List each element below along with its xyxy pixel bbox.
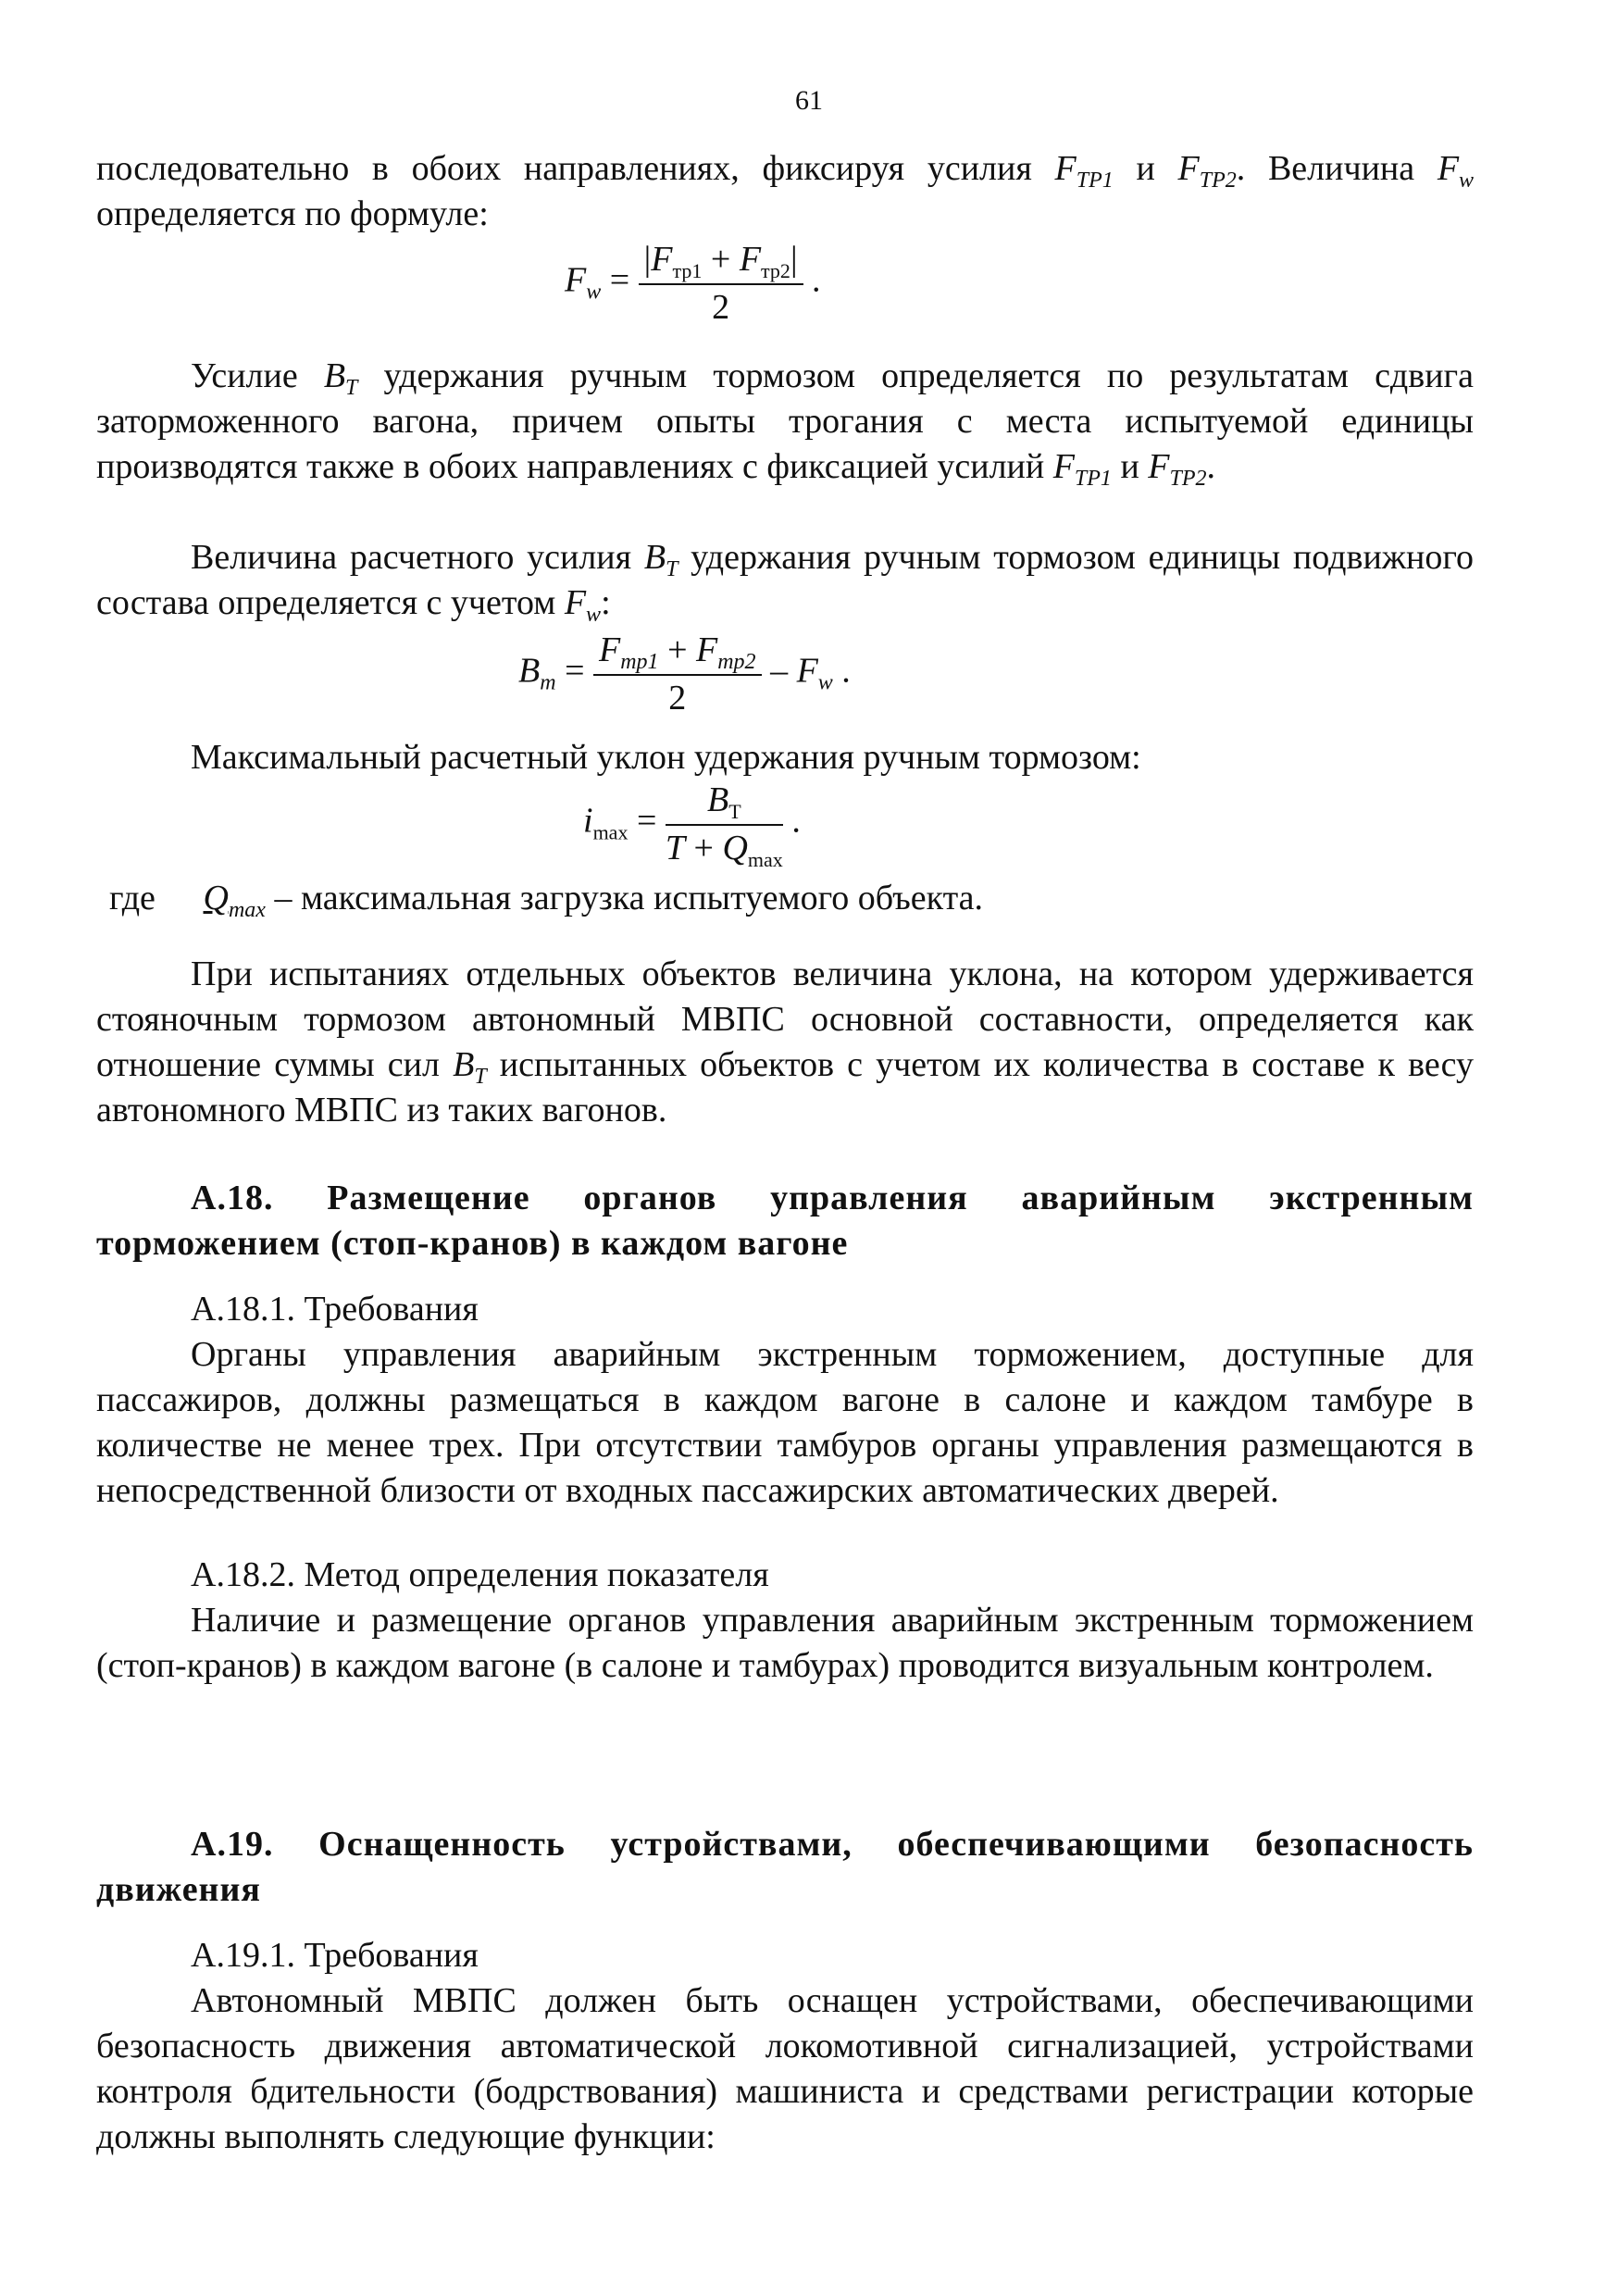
section-a19-1-text: Автономный МВПС должен быть оснащен устройствами, обеспечивающими безопасность движения автоматической локомотивной сигнализацией, устройствами контроля бдительности (бодрствования) машиниста и средствами регистрации которые должны выполнять следующие функции: <box>96 1981 1474 2156</box>
paragraph-intro-line2: определяется по формуле: <box>96 194 489 233</box>
section-a19-1-title: А.19.1. Требования <box>191 1936 479 1975</box>
paragraph-intro <box>96 146 1474 237</box>
formula-imax-fraction: $\frac{B_Т}{T + Q_{max}}$ <box>665 780 783 871</box>
paragraph-slope-tests: При испытаниях отдельных объектов величина уклона, на котором удерживается стояночным тормозом автономный МВПС основной составности, определяется как отношение суммы сил $B_Т$ испытанных объектов с учетом их количества в составе к весу автономного МВПС из таких вагонов. <box>96 955 1474 1129</box>
section-a18-heading: А.18. Размещение органов управления аварийным экстренным торможением (стоп-кранов) в каждом вагоне <box>96 1179 1474 1263</box>
paragraph-max-slope: Максимальный расчетный уклон удержания ручным тормозом: <box>191 738 1141 777</box>
formula-bm: $B_т$ = $\frac{F_{тр1} + F_{тр2}}{2}$ – $F_w$ . <box>518 630 851 718</box>
formula-bm-fraction: $\frac{F_{тр1} + F_{тр2}}{2}$ <box>593 630 762 718</box>
section-a18-1-title: А.18.1. Требования <box>191 1290 479 1329</box>
section-a19 <box>96 1822 1474 2160</box>
section-a18-2-text: Наличие и размещение органов управления аварийным экстренным торможением (стоп-кранов) в каждом вагоне (в салоне и тамбурах) проводится визуальным контролем. <box>96 1601 1474 1685</box>
paragraph-intro-line1: последовательно в обоих направлениях, фиксируя усилия $F_{ТР1}$ и $F_{ТР2}$. Величина $F_w$ <box>96 149 1475 193</box>
formula-fw-fraction: $\frac{|F_{тр1} + F_{тр2}|}{2}$ <box>639 239 803 328</box>
paragraph-braking-force: Усилие $B_Т$ удержания ручным тормозом определяется по результатам сдвига заторможенного вагона, причем опыты трогания с места испытуемой единицы производятся также в обоих направлениях с фиксацией усилий $F_{ТР1}$ и $F_{ТР2}$. <box>96 356 1474 491</box>
page-number: 61 <box>795 85 823 116</box>
section-a18-2-title: А.18.2. Метод определения показателя <box>191 1555 769 1594</box>
formula-imax: $i_{max}$ = $\frac{B_Т}{T + Q_{max}}$ . <box>583 780 801 871</box>
formula-legend: где $Q_{max}$ – максимальная загрузка испытуемого объекта. <box>109 879 984 922</box>
section-a19-heading: А.19. Оснащенность устройствами, обеспечивающими безопасность движения <box>96 1825 1474 1909</box>
section-a18 <box>96 1176 1474 1689</box>
section-a18-1-text: Органы управления аварийным экстренным торможением, доступные для пассажиров, должны размещаться в каждом вагоне в салоне и каждом тамбуре в количестве не менее трех. При отсутствии тамбуров органы управления размещаются в непосредственной близости от входных пассажирских автоматических дверей. <box>96 1335 1474 1510</box>
paragraph-calculated-force: Величина расчетного усилия $B_Т$ удержания ручным тормозом единицы подвижного состава определяется с учетом $F_w$: <box>96 538 1475 627</box>
formula-fw: $F_w$ = $\frac{|F_{тр1} + F_{тр2}|}{2}$ . <box>565 240 821 327</box>
